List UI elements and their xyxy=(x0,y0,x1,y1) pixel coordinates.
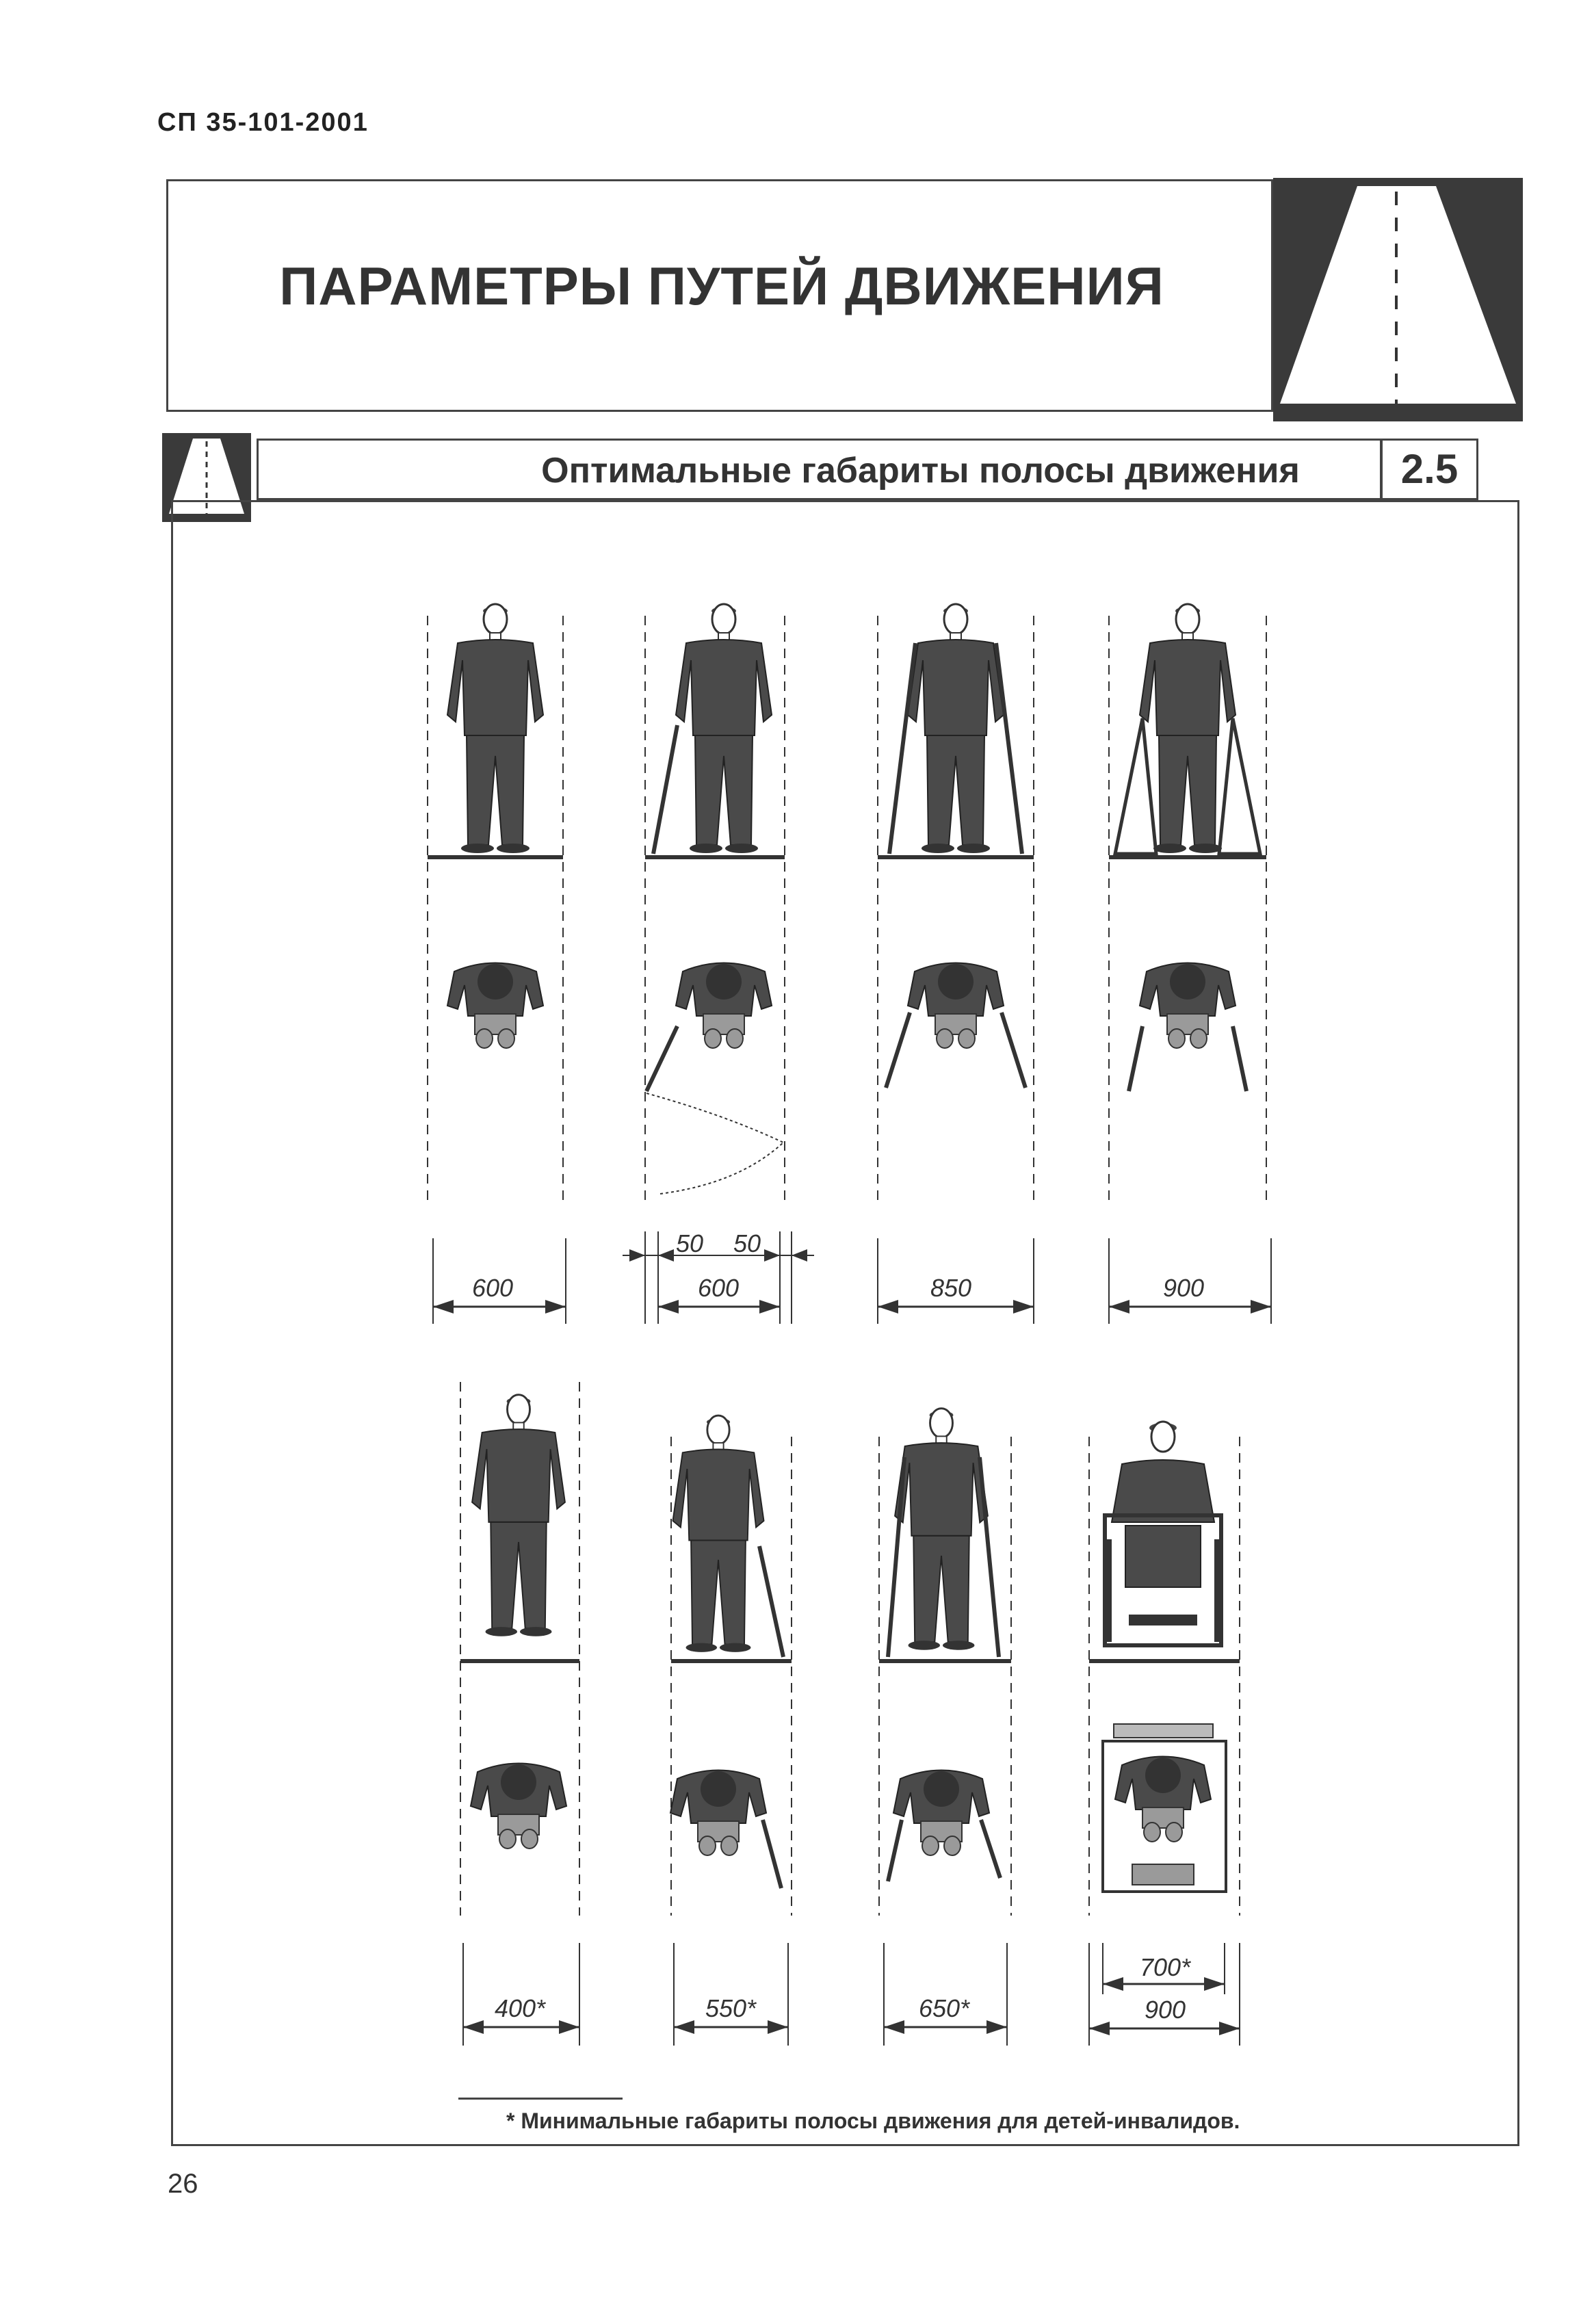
figure-pedestrian xyxy=(428,604,563,1204)
dimension-900 xyxy=(1109,1238,1271,1324)
dimension-600-b xyxy=(623,1229,814,1324)
dimension-600-a xyxy=(433,1238,566,1324)
dimension-400 xyxy=(463,1943,579,2046)
extra-right-label: 50 xyxy=(733,1229,761,1257)
page-number: 26 xyxy=(168,2169,198,2199)
figure-child-on-crutches xyxy=(879,1409,1011,1916)
extra-left-label: 50 xyxy=(675,1229,704,1257)
dimension-550 xyxy=(674,1943,788,2046)
main-title: ПАРАМЕТРЫ ПУТЕЙ ДВИЖЕНИЯ xyxy=(279,256,1164,316)
subtitle: Оптимальные габариты полосы движения xyxy=(541,451,1300,491)
figure-child xyxy=(460,1382,579,1916)
figure-child-in-wheelchair xyxy=(1089,1422,1240,1916)
document-code: СП 35-101-2001 xyxy=(157,108,369,137)
footnote: * Минимальные габариты полосы движения для детей-инвалидов. xyxy=(506,2108,1240,2133)
footnote-rule xyxy=(458,2098,623,2100)
figure-blind-child-with-cane xyxy=(670,1415,792,1916)
dimension-label: 900 xyxy=(1162,1274,1205,1302)
figure-blind-with-cane xyxy=(645,604,785,1204)
dimension-label: 700* xyxy=(1139,1953,1191,1981)
dimension-label: 600 xyxy=(697,1274,740,1302)
dimension-label: 550* xyxy=(705,1994,757,2022)
dimension-700-900 xyxy=(1089,1943,1240,2046)
section-number: 2.5 xyxy=(1400,446,1459,492)
dimension-label: 600 xyxy=(471,1274,514,1302)
dimension-label: 650* xyxy=(918,1994,970,2022)
dimension-label: 400* xyxy=(494,1994,546,2022)
dimension-label: 850 xyxy=(930,1274,972,1302)
dimension-650 xyxy=(884,1943,1007,2046)
figure-with-walking-frames xyxy=(1109,604,1266,1204)
dimension-850 xyxy=(878,1238,1034,1324)
figure-on-crutches xyxy=(878,604,1034,1204)
dimension-label-2: 900 xyxy=(1144,1996,1186,2024)
